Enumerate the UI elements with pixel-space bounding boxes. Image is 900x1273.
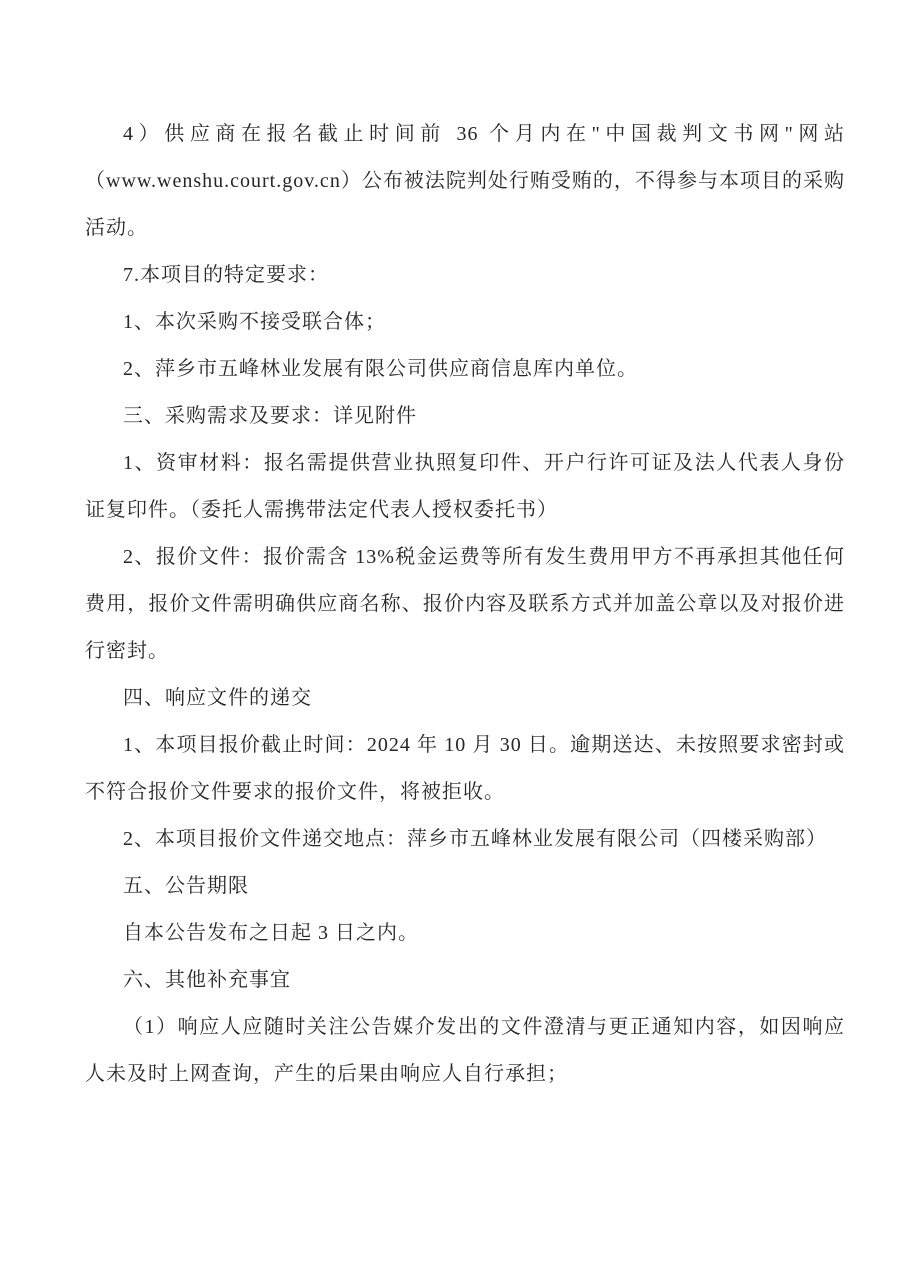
document-content <box>85 111 845 1098</box>
para-qualification-materials: 1、资审材料：报名需提供营业执照复印件、开户行许可证及法人代表人身份证复印件。（委托人需携带法定代表人授权委托书） <box>85 452 845 521</box>
para-supplier-database: 2、萍乡市五峰林业发展有限公司供应商信息库内单位。 <box>123 358 638 380</box>
para-special-requirements-heading: 7.本项目的特定要求： <box>123 264 329 286</box>
section-5-announcement-period: 五、公告期限 <box>123 875 249 897</box>
section-4-response-submission: 四、响应文件的递交 <box>123 687 312 709</box>
section-6-other-matters: 六、其他补充事宜 <box>123 969 291 991</box>
para-submission-location: 2、本项目报价文件递交地点：萍乡市五峰林业发展有限公司（四楼采购部） <box>123 828 827 850</box>
para-quotation-deadline: 1、本项目报价截止时间：2024 年 10 月 30 日。逾期送达、未按照要求密封或不符合报价文件要求的报价文件，将被拒收。 <box>85 734 845 803</box>
para-no-consortium: 1、本次采购不接受联合体； <box>123 311 386 333</box>
para-bribery-restriction: 4）供应商在报名截止时间前 36 个月内在"中国裁判文书网"网站（www.wenshu.court.gov.cn）公布被法院判处行贿受贿的，不得参与本项目的采购活动。 <box>85 123 845 239</box>
para-announcement-duration: 自本公告发布之日起 3 日之内。 <box>123 922 419 944</box>
para-clarification-notice: （1）响应人应随时关注公告媒介发出的文件澄清与更正通知内容，如因响应人未及时上网查询，产生的后果由响应人自行承担； <box>85 1016 845 1085</box>
section-3-procurement-requirements: 三、采购需求及要求：详见附件 <box>123 405 417 427</box>
para-quotation-documents: 2、报价文件：报价需含 13%税金运费等所有发生费用甲方不再承担其他任何费用，报价文件需明确供应商名称、报价内容及联系方式并加盖公章以及对报价进行密封。 <box>85 546 845 662</box>
